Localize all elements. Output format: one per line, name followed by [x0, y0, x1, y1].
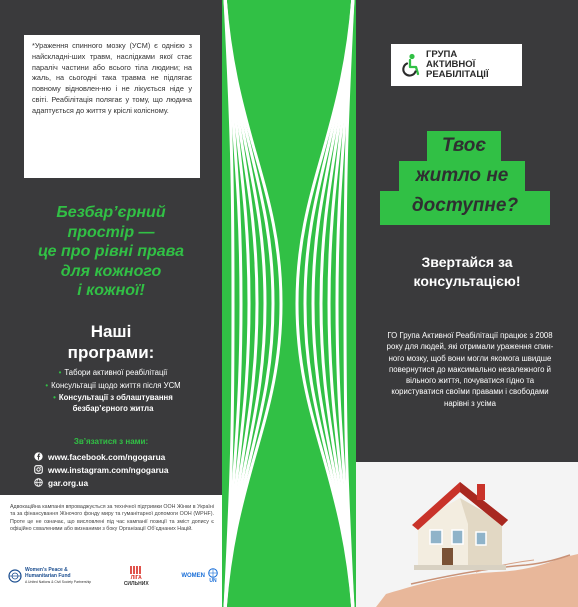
liga-logo: [124, 565, 149, 587]
program-item: [14, 366, 212, 379]
wphf-logo: [8, 567, 91, 585]
brand-name: [426, 50, 489, 80]
about-text: ГО Група Активної Реабілітації працює з 2008 року для людей, які отримали ураження спин-ного мозку, щоб вони могли якомога швидше повернутися до максимально незалежного й вільного життя, почуватися гідно та користуватися своїми правами і свободами нарівні з усіма: [386, 331, 554, 408]
programs-title-line: програми:: [67, 343, 155, 362]
bullet-icon: •: [58, 368, 62, 377]
slogan-line: Безбар’єрний: [56, 204, 166, 221]
wphf-name: Women's Peace &: [25, 567, 68, 573]
facebook-icon: [34, 452, 43, 461]
partner-logos: [8, 563, 218, 589]
programs-list: [14, 366, 212, 414]
unwomen-text: WOMEN: [181, 573, 205, 579]
program-item: [14, 379, 212, 392]
apply-line: Звертайся за: [421, 254, 513, 270]
contact-text: gar.org.ua: [48, 477, 89, 488]
right-panel: [356, 0, 578, 607]
program-item: [14, 392, 212, 414]
contact-text: www.facebook.com/ngogarua: [48, 451, 166, 462]
usm-info-box: [24, 35, 200, 178]
bullet-icon: •: [53, 393, 56, 402]
web-icon: [34, 478, 43, 487]
contact-facebook[interactable]: [34, 450, 168, 463]
decorative-stripe-panel: [222, 0, 356, 607]
contact-web[interactable]: [34, 476, 168, 489]
un-text: UN: [209, 578, 217, 584]
program-label: Консультації щодо життя після УСМ: [51, 381, 181, 390]
brand-logo: [391, 44, 522, 86]
slogan-line: і кожної!: [77, 282, 145, 299]
wphf-name: Humanitarian Fund: [25, 573, 71, 579]
apply-line: консультацією!: [413, 273, 521, 289]
instagram-icon: [34, 465, 43, 474]
brand-line: АКТИВНОЇ: [426, 59, 476, 70]
headline-line: доступне?: [411, 195, 519, 216]
programs-title: [12, 321, 210, 363]
programs-title-line: Наші: [90, 322, 132, 341]
disclaimer-text: Адвокаційна кампанія впроваджується за технічної підтримки ООН Жінки в Україні та за фінансування Жіночого фонду миру та гуманітарної допомоги ООН (WPHF). Проте це не означає, що висловлені під час кампанії позиції та зміст допису є офіційно схваленими або визнаними з боку Організації Об’єднаних Націй.: [10, 504, 214, 533]
wheelchair-logo-icon: [399, 53, 421, 77]
contacts-list: [34, 450, 168, 489]
apply-text: [364, 253, 570, 291]
un-emblem-icon: [208, 568, 218, 578]
wphf-tagline: A United Nations & Civil Society Partnership: [25, 580, 92, 584]
slogan-line: простір —: [67, 223, 155, 241]
usm-text: *Ураження спинного мозку (УСМ) є однією з найскладні-ших травм, наслідками якої стає параліч частини або всього тіла людини; на жаль, на сьогодні така травма не підлягає повному відновлен-ню і не лікується ніде у світі. Реабілітація полягає у тому, що людина адаптується до життя у кріслі колісному.: [32, 41, 192, 115]
program-label: Консультації з облаштування: [58, 393, 173, 402]
footer: [0, 495, 222, 607]
left-panel: [0, 0, 222, 607]
liga-name: СИЛЬНИХ: [123, 581, 149, 587]
brand-line: РЕАБІЛІТАЦІЇ: [426, 69, 489, 80]
decorative-stripes: [222, 0, 356, 607]
program-label: Табори активної реабілітації: [64, 368, 168, 377]
slogan-line: це про рівні права: [37, 243, 185, 260]
contact-title: Зв’язатися з нами:: [73, 437, 149, 446]
liga-emblem-icon: [129, 565, 143, 575]
slogan-line: для кожного: [60, 262, 162, 280]
liga-name: ЛІГА: [130, 575, 142, 581]
headline-line: Твоє: [441, 135, 487, 156]
un-emblem-icon: [8, 569, 22, 583]
house-in-hand-image: [356, 462, 578, 607]
brand-line: ГРУПА: [426, 49, 458, 60]
contact-instagram[interactable]: [34, 463, 168, 476]
slogan: [12, 203, 210, 301]
headline-line: житло не: [415, 165, 509, 186]
bullet-icon: •: [45, 381, 49, 390]
unwomen-logo: [181, 568, 218, 584]
contact-text: www.instagram.com/ngogarua: [48, 464, 169, 475]
program-label: безбар’єрного житла: [72, 404, 154, 413]
house-in-hand-photo: [356, 462, 578, 607]
